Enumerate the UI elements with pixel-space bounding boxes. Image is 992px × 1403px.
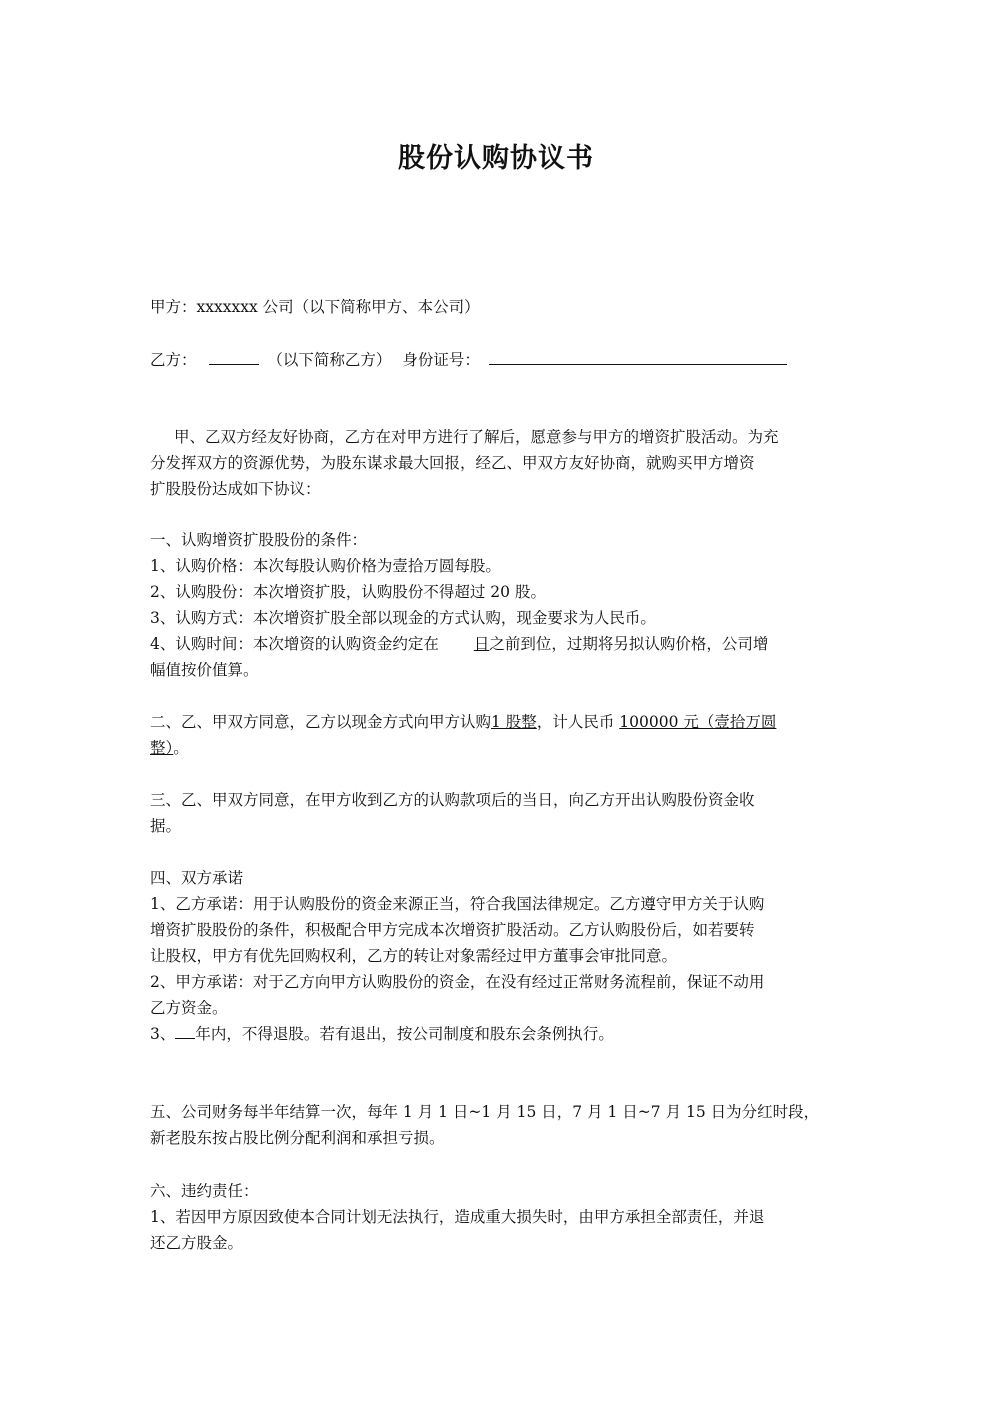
section-1-item-4-cont: 幅值按价值算。 [150, 661, 259, 679]
id-number-blank [489, 350, 787, 365]
section-1-item-3: 3、认购方式：本次增资扩股全部以现金的方式认购，现金要求为人民币。 [150, 609, 656, 627]
section-6-heading: 六、违约责任： [150, 1182, 259, 1200]
section-6-line-1: 1、若因甲方原因致使本合同计划无法执行，造成重大损失时，由甲方承担全部责任，并退 [150, 1208, 765, 1226]
section-4-line-1: 1、乙方承诺：用于认购股份的资金来源正当，符合我国法律规定。乙方遵守甲方关于认购 [150, 895, 765, 913]
section-4-item-3-text: 年内，不得退股。若有退出，按公司制度和股东会条例执行。 [195, 1025, 614, 1043]
intro-line-1: 甲、乙双方经友好协商，乙方在对甲方进行了解后，愿意参与甲方的增资扩股活动。为充 [174, 428, 779, 446]
document-title: 股份认购协议书 [398, 143, 594, 174]
section-2-text-b: ，计人民币 [536, 713, 615, 731]
section-4-line-5: 乙方资金。 [150, 999, 228, 1017]
section-4-line-6 [150, 1021, 850, 1047]
item-4-text-a: 4、认购时间：本次增资的认购资金约定在 [150, 635, 439, 653]
section-4-item-3-number: 3、 [150, 1025, 176, 1043]
section-5-line-1: 五、公司财务每半年结算一次，每年 1 月 1 日~1 月 15 日，7 月 1 日~7 月 15 日为分红时段， [150, 1103, 820, 1121]
section-1-item-2: 2、认购股份：本次增资扩股，认购股份不得超过 20 股。 [150, 583, 546, 601]
section-2-line-2 [150, 735, 850, 761]
section-3-line-2: 据。 [150, 817, 182, 835]
id-number-label: 身份证号： [402, 351, 480, 369]
section-1-item-1: 1、认购价格：本次每股认购价格为壹拾万圆每股。 [150, 557, 501, 575]
section-6-line-2: 还乙方股金。 [150, 1234, 244, 1252]
intro-line-2: 分发挥双方的资源优势，为股东谋求最大回报，经乙、甲双方友好协商，就购买甲方增资 [150, 454, 755, 472]
party-b-label: 乙方： [150, 351, 197, 369]
intro-line-3: 扩股股份达成如下协议： [150, 480, 321, 498]
years-blank [175, 1024, 195, 1039]
section-2-amount-cont: 整） [150, 739, 174, 757]
section-2-end: 。 [173, 739, 189, 757]
section-4-line-3: 让股权，甲方有优先回购权利，乙方的转让对象需经过甲方董事会审批同意。 [150, 947, 678, 965]
section-1-item-4 [150, 631, 850, 657]
party-b-paren: （以下简称乙方） [267, 351, 392, 369]
section-4-line-4: 2、甲方承诺：对于乙方向甲方认购股份的资金，在没有经过正常财务流程前，保证不动用 [150, 973, 765, 991]
section-3-line-1: 三、乙、甲双方同意，在甲方收到乙方的认购款项后的当日，向乙方开出认购股份资金收 [150, 791, 755, 809]
section-2-amount: 100000 元（壹拾万圆 [619, 713, 777, 731]
section-2-text-a: 二、乙、甲双方同意，乙方以现金方式向甲方认购 [150, 713, 492, 731]
item-4-day-blank: 日 [473, 635, 490, 653]
section-4-line-2: 增资扩股股份的条件，积极配合甲方完成本次增资扩股活动。乙方认购股份后，如若要转 [150, 921, 755, 939]
section-2-shares: 1 股整 [491, 713, 537, 731]
party-b-name-blank [209, 350, 259, 365]
item-4-text-b: 之前到位，过期将另拟认购价格，公司增 [489, 635, 769, 653]
section-4-heading: 四、双方承诺 [150, 869, 244, 887]
party-b-line [150, 347, 850, 373]
section-5-line-2: 新老股东按占股比例分配利润和承担亏损。 [150, 1129, 445, 1147]
party-a-line: 甲方：xxxxxxx 公司（以下简称甲方、本公司） [150, 298, 480, 316]
section-1-heading: 一、认购增资扩股股份的条件： [150, 531, 368, 549]
section-2-line-1 [150, 709, 850, 735]
